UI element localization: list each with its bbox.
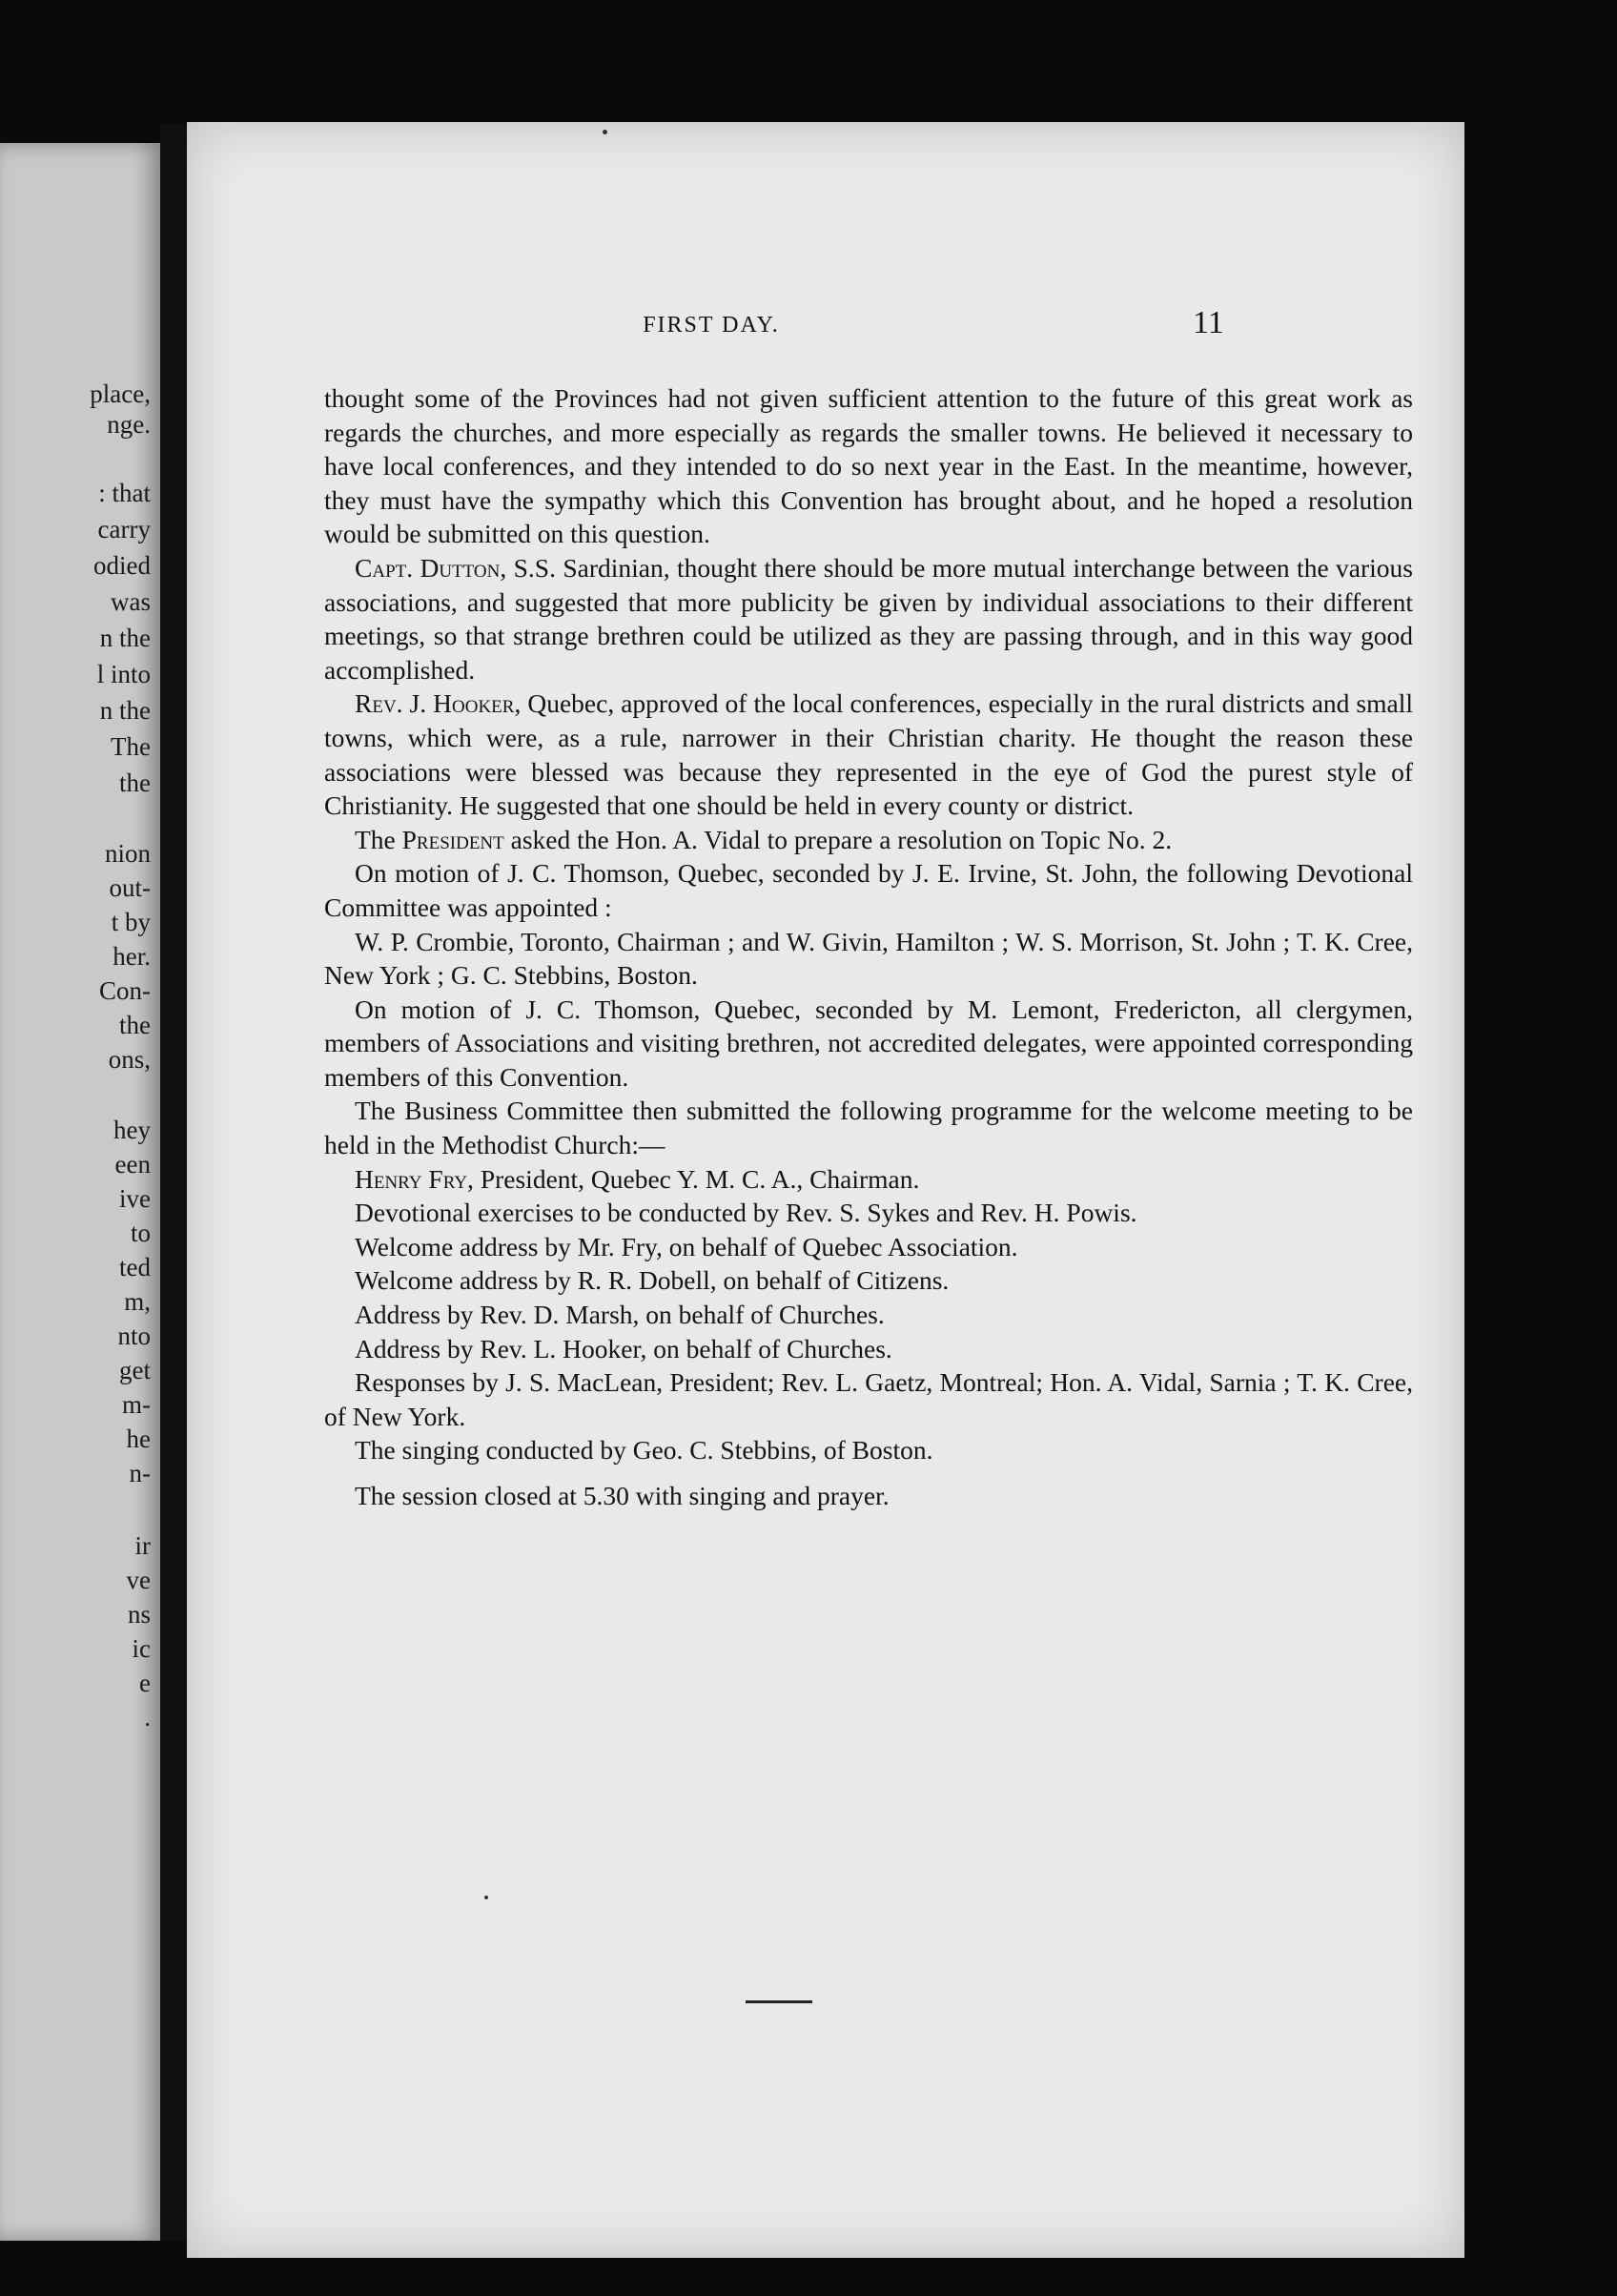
left-fragment: was: [111, 587, 151, 616]
left-fragment: .: [144, 1703, 151, 1732]
left-fragment: l into: [96, 660, 151, 688]
adjacent-page-strip: [0, 143, 160, 2241]
paragraph: Welcome address by Mr. Fry, on behalf of Quebec Association.: [355, 1231, 1018, 1261]
left-fragment: he: [126, 1425, 151, 1453]
ink-speck: [603, 130, 607, 134]
paragraph: On motion of J. C. Thomson, Quebec, seconded by M. Lemont, Fredericton, all clergymen, members of Associations and visiting brethren, not accredited delegates, were appointed corresponding members of this Convention.: [324, 994, 1413, 1092]
left-fragment: : that: [98, 479, 151, 507]
left-fragment: n the: [99, 624, 151, 652]
left-fragment: ve: [126, 1566, 151, 1594]
left-fragment: out-: [109, 873, 151, 902]
paragraph: Capt. Dutton, S.S. Sardinian, thought there should be more mutual interchange between the various associations, and suggested that more publicity be given by individual associations to their different meetings, so that strange brethren could be utilized as they are passing through, and in this way good accomplished.: [324, 552, 1413, 685]
left-fragment: carry: [97, 515, 151, 543]
left-fragment: m,: [124, 1287, 151, 1316]
ink-speck: [484, 1896, 488, 1899]
left-fragment: m-: [122, 1390, 151, 1419]
paragraph: The President asked the Hon. A. Vidal to prepare a resolution on Topic No. 2.: [355, 824, 1173, 854]
body-text: [324, 381, 1413, 1513]
left-fragment: The: [111, 732, 151, 761]
left-fragment: t by: [111, 908, 151, 936]
left-fragment: ic: [132, 1634, 151, 1663]
left-fragment: n the: [99, 696, 151, 725]
left-fragment: ons,: [108, 1045, 151, 1074]
left-fragment: ir: [134, 1531, 151, 1560]
left-fragment: hey: [113, 1116, 151, 1144]
left-fragment: place,: [90, 379, 151, 408]
left-fragment: get: [119, 1356, 151, 1384]
paragraph: Henry Fry, President, Quebec Y. M. C. A., Chairman.: [355, 1163, 920, 1194]
paragraph: W. P. Crombie, Toronto, Chairman ; and W. Givin, Hamilton ; W. S. Morrison, St. John ; T. K. Cree, New York ; G. C. Stebbins, Boston.: [324, 926, 1413, 991]
paragraph: Rev. J. Hooker, Quebec, approved of the local conferences, especially in the rural districts and small towns, which were, as a rule, narrower in their Christian charity. He thought the reason these associations were blessed was because they represented in the eye of God the purest style of Christianity. He suggested that one should be held in every county or district.: [324, 688, 1413, 821]
paragraph: Address by Rev. D. Marsh, on behalf of Churches.: [355, 1300, 885, 1330]
document-page: [187, 122, 1464, 2258]
paragraph: Address by Rev. L. Hooker, on behalf of Churches.: [355, 1333, 892, 1363]
left-fragment: ns: [127, 1600, 151, 1629]
left-fragment: ted: [119, 1253, 151, 1281]
left-fragment: the: [119, 769, 151, 797]
left-fragment: nion: [104, 839, 151, 868]
paragraph: On motion of J. C. Thomson, Quebec, seconded by J. E. Irvine, St. John, the following Devotional Committee was appointed :: [324, 858, 1413, 922]
paragraph: The Business Committee then submitted the following programme for the welcome meeting to be held in the Methodist Church:—: [324, 1096, 1413, 1160]
left-fragment: her.: [113, 942, 151, 971]
paragraph: The singing conducted by Geo. C. Stebbins, of Boston.: [355, 1435, 933, 1466]
paragraph: Welcome address by R. R. Dobell, on behalf of Citizens.: [355, 1265, 950, 1296]
paragraph: Devotional exercises to be conducted by Rev. S. Sykes and Rev. H. Powis.: [355, 1198, 1137, 1228]
left-fragment: the: [119, 1011, 151, 1039]
left-fragment: n-: [129, 1459, 151, 1487]
left-fragment: nto: [117, 1322, 151, 1350]
page-number: 11: [1193, 305, 1224, 340]
end-rule: [746, 2000, 812, 2003]
running-head: FIRST DAY.: [643, 313, 780, 338]
left-fragment: een: [114, 1150, 151, 1179]
paragraph: thought some of the Provinces had not given sufficient attention to the future of this great work as regards the churches, and more especially as regards the smaller towns. He believed it necessary to have local conferences, and they intended to do so next year in the East. In the meantime, however, they must have the sympathy which this Convention has brought about, and he hoped a resolution would be submitted on this question.: [324, 383, 1413, 549]
paragraph: Responses by J. S. MacLean, President; Rev. L. Gaetz, Montreal; Hon. A. Vidal, Sarnia ; T. K. Cree, of New York.: [324, 1367, 1413, 1431]
paragraph: The session closed at 5.30 with singing and prayer.: [355, 1481, 890, 1510]
left-fragment: ive: [119, 1184, 151, 1213]
left-fragment: Con-: [99, 976, 151, 1005]
left-fragment: nge.: [107, 410, 151, 439]
page-gutter: [160, 124, 189, 2241]
left-fragment: to: [130, 1219, 151, 1247]
left-fragment: odied: [93, 551, 151, 580]
left-fragment: e: [139, 1669, 151, 1697]
